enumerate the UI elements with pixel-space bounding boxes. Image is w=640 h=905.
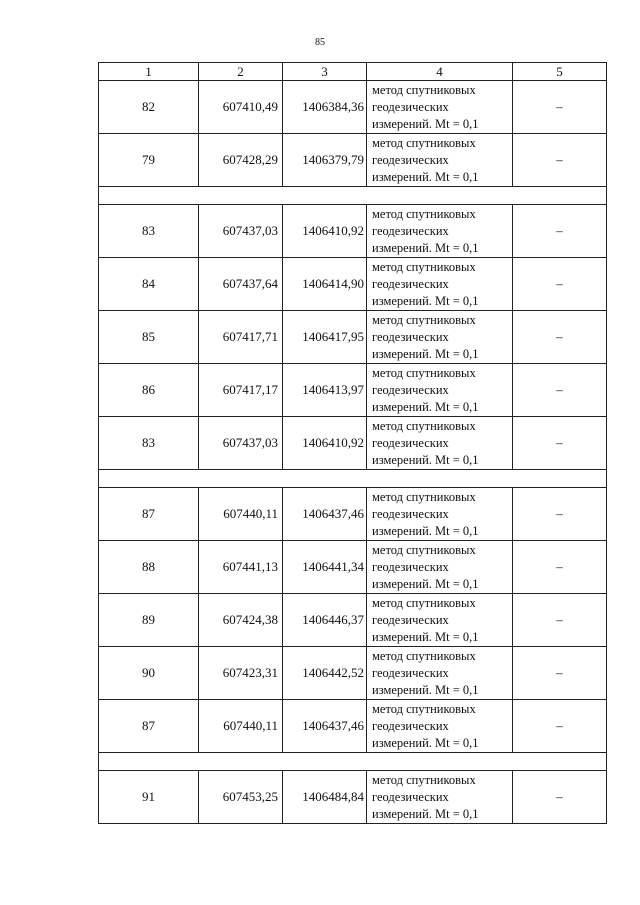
x-coordinate-cell: 607410,49	[199, 81, 283, 134]
x-coordinate-cell: 607437,64	[199, 258, 283, 311]
method-line: измерений. Mt = 0,1	[372, 576, 479, 591]
header-col-4: 4	[367, 63, 513, 81]
header-col-3: 3	[283, 63, 367, 81]
point-number-cell: 90	[99, 647, 199, 700]
method-line: геодезических	[372, 329, 449, 344]
method-line: измерений. Mt = 0,1	[372, 806, 479, 821]
method-line: геодезических	[372, 382, 449, 397]
accuracy-cell: –	[513, 488, 607, 541]
method-cell	[367, 364, 513, 417]
method-cell	[367, 771, 513, 824]
table-body	[99, 81, 607, 824]
y-coordinate-cell: 1406446,37	[283, 594, 367, 647]
accuracy-cell: –	[513, 771, 607, 824]
method-line: измерений. Mt = 0,1	[372, 116, 479, 131]
y-coordinate-cell: 1406442,52	[283, 647, 367, 700]
method-line: геодезических	[372, 435, 449, 450]
y-coordinate-cell: 1406484,84	[283, 771, 367, 824]
x-coordinate-cell: 607423,31	[199, 647, 283, 700]
table-row	[99, 311, 607, 364]
method-cell	[367, 134, 513, 187]
accuracy-cell: –	[513, 647, 607, 700]
method-line: геодезических	[372, 789, 449, 804]
y-coordinate-cell: 1406379,79	[283, 134, 367, 187]
method-line: измерений. Mt = 0,1	[372, 452, 479, 467]
point-number-cell: 85	[99, 311, 199, 364]
y-coordinate-cell: 1406413,97	[283, 364, 367, 417]
accuracy-cell: –	[513, 81, 607, 134]
table-row	[99, 647, 607, 700]
header-col-2: 2	[199, 63, 283, 81]
accuracy-cell: –	[513, 541, 607, 594]
point-number-cell: 87	[99, 488, 199, 541]
block-separator-row	[99, 753, 607, 771]
method-line: геодезических	[372, 99, 449, 114]
y-coordinate-cell: 1406417,95	[283, 311, 367, 364]
method-cell	[367, 417, 513, 470]
method-line: измерений. Mt = 0,1	[372, 735, 479, 750]
method-line: геодезических	[372, 559, 449, 574]
method-line: измерений. Mt = 0,1	[372, 629, 479, 644]
method-line: геодезических	[372, 665, 449, 680]
method-line: измерений. Mt = 0,1	[372, 293, 479, 308]
method-line: метод спутниковых	[372, 648, 476, 663]
y-coordinate-cell: 1406410,92	[283, 205, 367, 258]
table-row	[99, 771, 607, 824]
separator-cell	[99, 470, 607, 488]
method-cell	[367, 541, 513, 594]
method-line: геодезических	[372, 506, 449, 521]
method-line: геодезических	[372, 718, 449, 733]
method-line: измерений. Mt = 0,1	[372, 346, 479, 361]
accuracy-cell: –	[513, 258, 607, 311]
method-line: метод спутниковых	[372, 489, 476, 504]
accuracy-cell: –	[513, 134, 607, 187]
method-line: метод спутниковых	[372, 365, 476, 380]
method-line: метод спутниковых	[372, 259, 476, 274]
point-number-cell: 79	[99, 134, 199, 187]
table-row	[99, 205, 607, 258]
accuracy-cell: –	[513, 594, 607, 647]
method-line: метод спутниковых	[372, 542, 476, 557]
y-coordinate-cell: 1406410,92	[283, 417, 367, 470]
separator-cell	[99, 187, 607, 205]
method-line: геодезических	[372, 152, 449, 167]
point-number-cell: 91	[99, 771, 199, 824]
x-coordinate-cell: 607453,25	[199, 771, 283, 824]
method-line: измерений. Mt = 0,1	[372, 240, 479, 255]
point-number-cell: 83	[99, 205, 199, 258]
table-row	[99, 488, 607, 541]
method-line: метод спутниковых	[372, 82, 476, 97]
accuracy-cell: –	[513, 311, 607, 364]
x-coordinate-cell: 607440,11	[199, 488, 283, 541]
header-col-5: 5	[513, 63, 607, 81]
point-number-cell: 83	[99, 417, 199, 470]
method-line: метод спутниковых	[372, 595, 476, 610]
method-cell	[367, 258, 513, 311]
y-coordinate-cell: 1406441,34	[283, 541, 367, 594]
x-coordinate-cell: 607441,13	[199, 541, 283, 594]
x-coordinate-cell: 607417,17	[199, 364, 283, 417]
table-row	[99, 594, 607, 647]
x-coordinate-cell: 607437,03	[199, 417, 283, 470]
table-row	[99, 541, 607, 594]
x-coordinate-cell: 607437,03	[199, 205, 283, 258]
table-row	[99, 364, 607, 417]
method-line: измерений. Mt = 0,1	[372, 682, 479, 697]
method-cell	[367, 594, 513, 647]
point-number-cell: 89	[99, 594, 199, 647]
separator-cell	[99, 753, 607, 771]
method-cell	[367, 488, 513, 541]
method-line: метод спутниковых	[372, 312, 476, 327]
block-separator-row	[99, 187, 607, 205]
header-col-1: 1	[99, 63, 199, 81]
x-coordinate-cell: 607417,71	[199, 311, 283, 364]
point-number-cell: 87	[99, 700, 199, 753]
method-line: геодезических	[372, 612, 449, 627]
x-coordinate-cell: 607440,11	[199, 700, 283, 753]
header-row	[99, 63, 607, 81]
method-line: метод спутниковых	[372, 701, 476, 716]
y-coordinate-cell: 1406437,46	[283, 700, 367, 753]
method-cell	[367, 700, 513, 753]
point-number-cell: 86	[99, 364, 199, 417]
page-number: 85	[315, 37, 325, 48]
point-number-cell: 88	[99, 541, 199, 594]
method-line: геодезических	[372, 276, 449, 291]
x-coordinate-cell: 607428,29	[199, 134, 283, 187]
table-row	[99, 417, 607, 470]
accuracy-cell: –	[513, 700, 607, 753]
table-row	[99, 700, 607, 753]
block-separator-row	[99, 470, 607, 488]
y-coordinate-cell: 1406437,46	[283, 488, 367, 541]
method-line: метод спутниковых	[372, 135, 476, 150]
method-cell	[367, 311, 513, 364]
accuracy-cell: –	[513, 417, 607, 470]
method-line: метод спутниковых	[372, 772, 476, 787]
y-coordinate-cell: 1406384,36	[283, 81, 367, 134]
table-row	[99, 81, 607, 134]
point-number-cell: 84	[99, 258, 199, 311]
coordinates-table	[98, 62, 607, 824]
method-cell	[367, 205, 513, 258]
method-line: измерений. Mt = 0,1	[372, 523, 479, 538]
table-row	[99, 134, 607, 187]
method-cell	[367, 647, 513, 700]
x-coordinate-cell: 607424,38	[199, 594, 283, 647]
table-row	[99, 258, 607, 311]
point-number-cell: 82	[99, 81, 199, 134]
method-line: метод спутниковых	[372, 206, 476, 221]
accuracy-cell: –	[513, 364, 607, 417]
method-cell	[367, 81, 513, 134]
method-line: измерений. Mt = 0,1	[372, 399, 479, 414]
accuracy-cell: –	[513, 205, 607, 258]
y-coordinate-cell: 1406414,90	[283, 258, 367, 311]
method-line: геодезических	[372, 223, 449, 238]
method-line: измерений. Mt = 0,1	[372, 169, 479, 184]
method-line: метод спутниковых	[372, 418, 476, 433]
